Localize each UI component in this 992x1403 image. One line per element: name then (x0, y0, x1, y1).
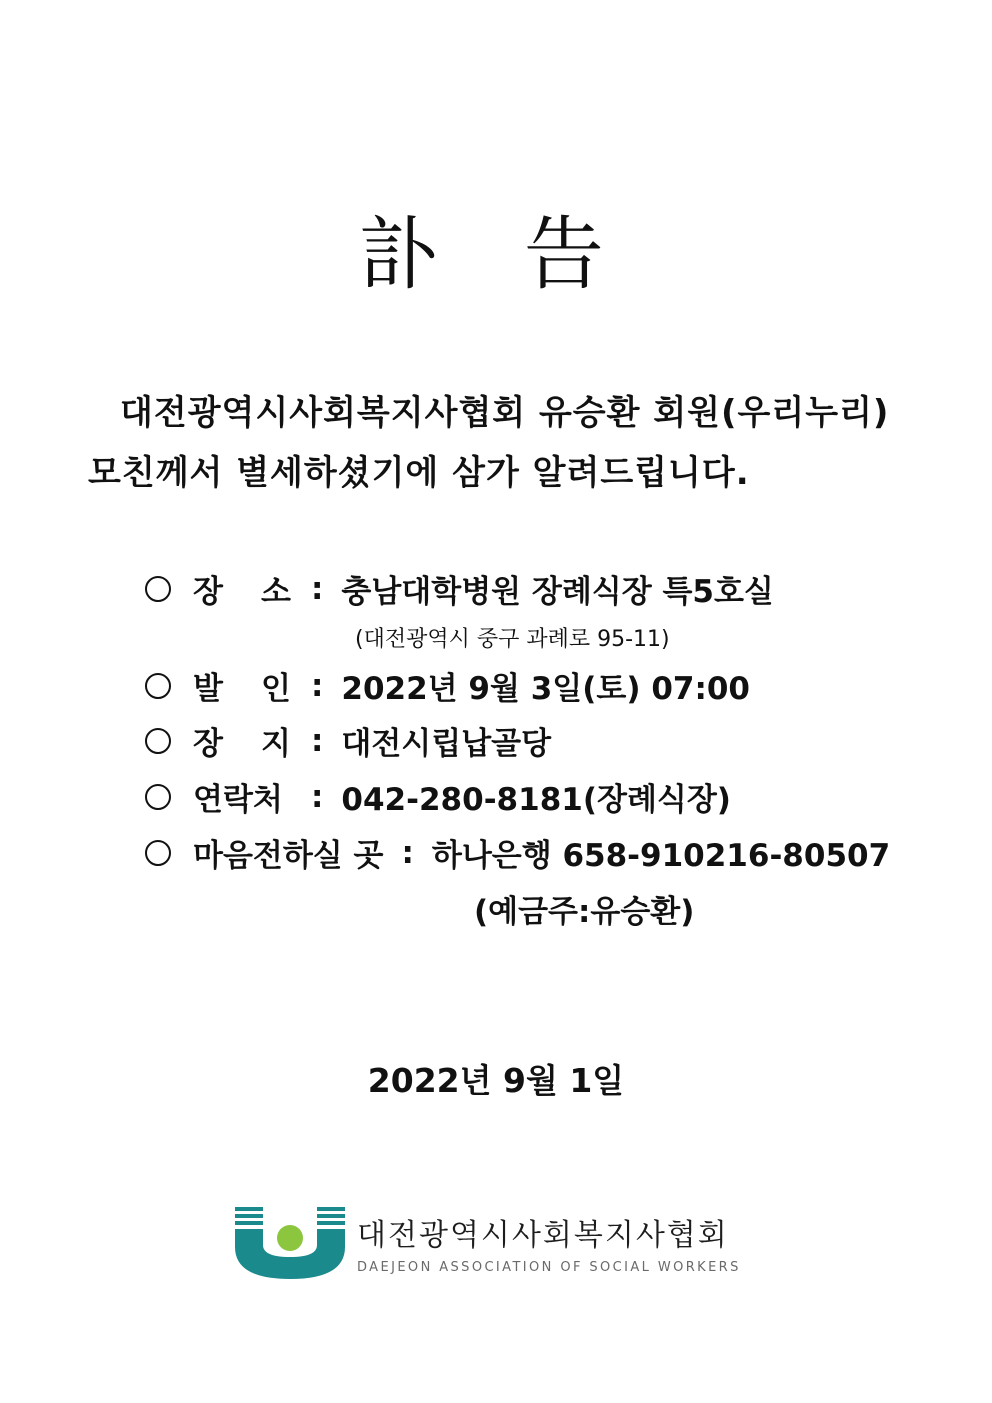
detail-donation-value: 하나은행 658-910216-80507 (431, 838, 891, 874)
association-logo (235, 1205, 741, 1280)
colon: : (311, 778, 324, 815)
detail-place (145, 566, 774, 611)
colon: : (311, 570, 324, 607)
colon: : (311, 722, 324, 759)
detail-place-label: 장 소 (193, 574, 291, 610)
bullet-circle-icon (145, 673, 171, 699)
notice-date: 2022년 9월 1일 (367, 1061, 625, 1100)
detail-place-value: 충남대학병원 장례식장 특5호실 (341, 574, 774, 610)
colon: : (401, 834, 414, 871)
logo-name-korean: 대전광역시사회복지사협회 (357, 1218, 729, 1253)
colon: : (311, 667, 324, 704)
bullet-circle-icon (145, 784, 171, 810)
intro-line-2: 모친께서 별세하셨기에 삼가 알려드립니다. (88, 453, 750, 493)
detail-contact (145, 774, 731, 819)
detail-donation (145, 830, 890, 875)
detail-departure (145, 663, 750, 708)
detail-burial (145, 718, 551, 763)
bullet-circle-icon (145, 840, 171, 866)
association-logo-mark-icon (235, 1205, 345, 1280)
detail-burial-label: 장 지 (193, 726, 291, 762)
detail-contact-label: 연락처 (193, 782, 283, 818)
detail-contact-value: 042-280-8181(장례식장) (341, 782, 731, 818)
bullet-circle-icon (145, 728, 171, 754)
detail-burial-value: 대전시립납골당 (341, 726, 552, 762)
detail-donation-holder: (예금주:유승환) (474, 894, 695, 930)
detail-donation-label: 마음전하실 곳 (193, 838, 384, 874)
intro-line-1: 대전광역시사회복지사협회 유승환 회원(우리누리) (120, 393, 890, 433)
bullet-circle-icon (145, 576, 171, 602)
detail-departure-label: 발 인 (193, 671, 291, 707)
logo-name-english: DAEJEON ASSOCIATION OF SOCIAL WORKERS (357, 1260, 741, 1275)
detail-departure-value: 2022년 9월 3일(토) 07:00 (341, 671, 750, 707)
page-title: 訃 告 (358, 208, 634, 301)
detail-place-address: (대전광역시 중구 과례로 95-11) (355, 627, 670, 652)
